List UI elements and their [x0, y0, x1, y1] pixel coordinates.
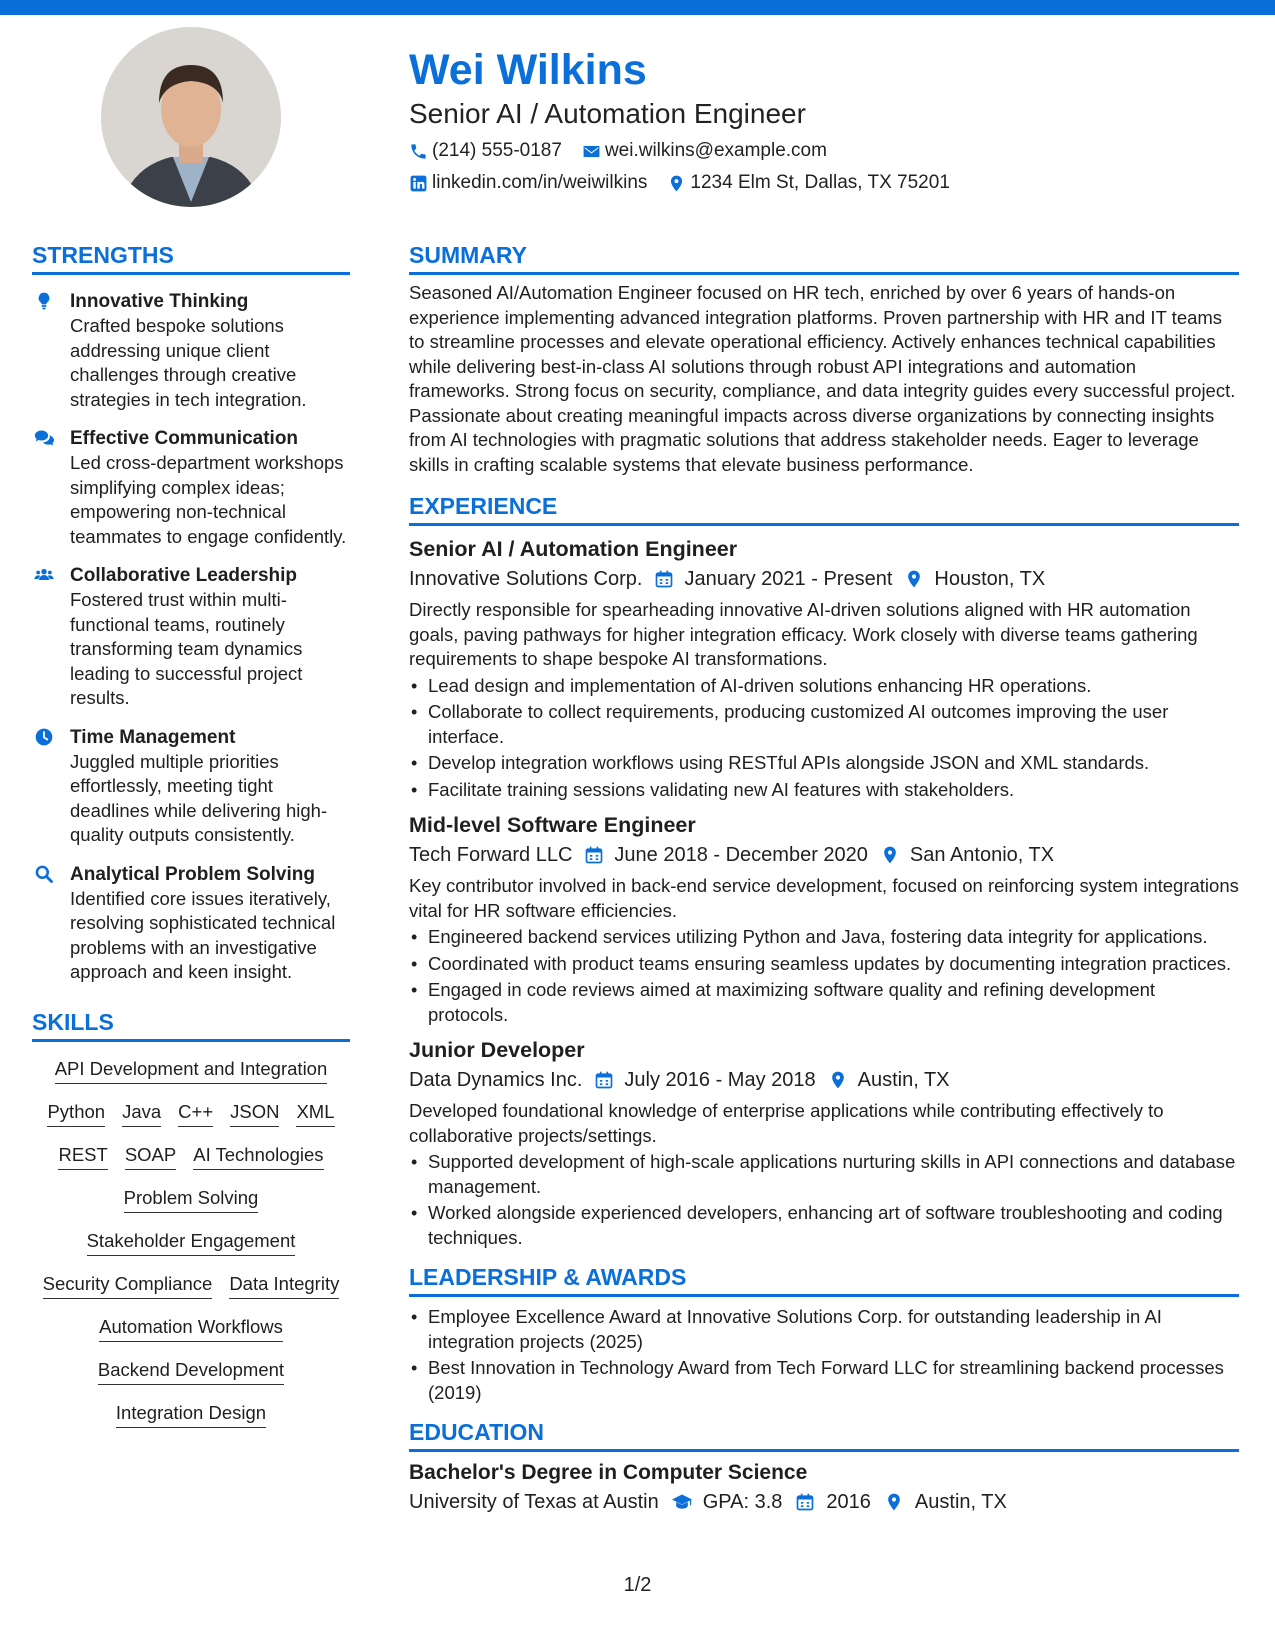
- skill-tag: Data Integrity: [229, 1271, 339, 1299]
- skills-heading: SKILLS: [32, 1007, 350, 1042]
- list-item: • Lead design and implementation of AI-driven solutions enhancing HR operations.: [409, 674, 1239, 699]
- edu-school: University of Texas at Austin: [409, 1491, 659, 1513]
- job-description: Directly responsible for spearheading innovative AI-driven solutions aligned with HR automation goals, paving pathways for higher integration efficacy. Work closely with diverse teams gathering requirements to shape bespoke AI transformations.: [409, 599, 1198, 669]
- job-bullets: [409, 925, 1239, 1027]
- job-title: Mid-level Software Engineer: [409, 813, 696, 837]
- resume-header: [409, 44, 1239, 196]
- experience-heading: EXPERIENCE: [409, 491, 1239, 526]
- leadership-heading: LEADERSHIP & AWARDS: [409, 1262, 1239, 1297]
- skill-tag: Security Compliance: [43, 1271, 213, 1299]
- list-item: • Facilitate training sessions validating new AI features with stakeholders.: [409, 778, 1239, 803]
- skills-list: [32, 1056, 350, 1443]
- strength-desc: Crafted bespoke solutions addressing unique client challenges through creative strategies in tech integration.: [70, 315, 307, 410]
- summary-heading: SUMMARY: [409, 240, 1239, 275]
- job-entry: [409, 810, 1239, 1027]
- job-dates: June 2018 - December 2020: [614, 844, 868, 866]
- page-number: 1/2: [623, 1574, 652, 1596]
- leadership-section: [409, 1262, 1239, 1405]
- strength-title: Innovative Thinking: [70, 291, 249, 312]
- list-item: • Coordinated with product teams ensuring seamless updates by documenting integration practices.: [409, 952, 1239, 977]
- edu-location: Austin, TX: [914, 1491, 1007, 1513]
- job-bullets: [409, 1150, 1239, 1250]
- skill-tag: REST: [58, 1142, 107, 1170]
- strength-item: [32, 289, 350, 412]
- edu-degree: Bachelor's Degree in Computer Science: [409, 1461, 808, 1484]
- skill-tag: Java: [122, 1099, 161, 1127]
- skill-tag: JSON: [230, 1099, 279, 1127]
- address-contact: [667, 170, 949, 196]
- calendar-icon: [654, 569, 674, 589]
- strength-desc: Juggled multiple priorities effortlessly, meeting tight deadlines while delivering high-quality outputs consistently.: [70, 750, 328, 845]
- strengths-heading: STRENGTHS: [32, 240, 350, 275]
- skill-tag: Automation Workflows: [99, 1314, 283, 1342]
- skill-tag: C++: [178, 1099, 213, 1127]
- skill-tag: XML: [296, 1099, 334, 1127]
- job-dates: July 2016 - May 2018: [624, 1069, 816, 1091]
- education-section: [409, 1417, 1239, 1516]
- skill-tag: SOAP: [125, 1142, 176, 1170]
- list-item: • Supported development of high-scale applications nurturing skills in API connections and database management.: [409, 1150, 1239, 1199]
- candidate-title: Senior AI / Automation Engineer: [409, 98, 806, 129]
- lightbulb-icon: [34, 291, 54, 311]
- address-text: 1234 Elm St, Dallas, TX 75201: [690, 172, 950, 193]
- map-pin-icon: [883, 1492, 905, 1512]
- job-bullets: [409, 674, 1239, 803]
- contact-row-2: [409, 170, 1239, 196]
- envelope-icon: [582, 142, 601, 161]
- phone-text: (214) 555-0187: [432, 140, 562, 161]
- strength-item: [32, 426, 350, 549]
- map-pin-icon: [828, 1070, 848, 1090]
- strength-desc: Identified core issues iteratively, resolving sophisticated technical problems with an investigative approach and keen insight.: [70, 887, 336, 982]
- job-location: Austin, TX: [857, 1069, 950, 1091]
- skill-tag: Python: [47, 1099, 105, 1127]
- edu-meta: [409, 1488, 1239, 1516]
- calendar-icon: [594, 1070, 614, 1090]
- candidate-name: Wei Wilkins: [409, 46, 647, 94]
- education-heading: EDUCATION: [409, 1417, 1239, 1452]
- strength-desc: Led cross-department workshops simplifying complex ideas; empowering non-technical teammates to engage confidently.: [70, 452, 347, 547]
- profile-photo: [101, 27, 281, 207]
- search-icon: [34, 864, 54, 884]
- strength-title: Effective Communication: [70, 428, 299, 449]
- strength-item: [32, 563, 350, 711]
- map-pin-icon: [667, 174, 686, 193]
- calendar-icon: [794, 1492, 816, 1512]
- phone-icon: [409, 142, 428, 161]
- email-contact[interactable]: [582, 138, 827, 164]
- job-title: Junior Developer: [409, 1038, 585, 1062]
- job-title: Senior AI / Automation Engineer: [409, 537, 738, 561]
- skill-tag: API Development and Integration: [55, 1056, 328, 1084]
- list-item: • Engaged in code reviews aimed at maximizing software quality and refining development protocols.: [409, 978, 1239, 1027]
- strength-item: [32, 862, 350, 985]
- awards-list: [409, 1305, 1239, 1405]
- calendar-icon: [584, 845, 604, 865]
- top-accent-bar: [0, 0, 1275, 15]
- left-column: [32, 240, 350, 1443]
- edu-gpa: GPA: 3.8: [702, 1491, 783, 1513]
- strength-title: Analytical Problem Solving: [70, 863, 315, 885]
- phone-contact[interactable]: [409, 138, 562, 164]
- users-icon: [34, 565, 54, 585]
- graduation-cap-icon: [671, 1492, 693, 1512]
- list-item: • Develop integration workflows using RESTful APIs alongside JSON and XML standards.: [409, 751, 1239, 776]
- comments-icon: [34, 428, 54, 448]
- linkedin-icon: [409, 174, 428, 193]
- list-item: • Engineered backend services utilizing Python and Java, fostering data integrity for applications.: [409, 925, 1239, 950]
- right-column: [409, 240, 1239, 1516]
- linkedin-contact[interactable]: [409, 170, 647, 196]
- strength-title: Collaborative Leadership: [70, 565, 298, 586]
- clock-icon: [34, 727, 54, 747]
- skill-tag: Integration Design: [116, 1400, 266, 1428]
- job-dates: January 2021 - Present: [684, 568, 893, 590]
- list-item: • Employee Excellence Award at Innovative Solutions Corp. for outstanding leadership in AI integration projects (2025): [409, 1305, 1239, 1354]
- strength-item: [32, 725, 350, 848]
- job-meta: [409, 564, 1239, 594]
- skill-tag: Backend Development: [98, 1357, 284, 1385]
- list-item: • Collaborate to collect requirements, producing customized AI outcomes improving the user interface.: [409, 700, 1239, 749]
- job-location: Houston, TX: [934, 568, 1046, 590]
- job-entry: [409, 1035, 1239, 1250]
- contact-row-1: [409, 138, 1239, 164]
- job-company: Innovative Solutions Corp.: [409, 568, 643, 590]
- linkedin-text: linkedin.com/in/weiwilkins: [432, 172, 648, 193]
- job-description: Key contributor involved in back-end service development, focused on reinforcing system integrations vital for HR software efficiencies.: [409, 875, 1239, 921]
- job-company: Tech Forward LLC: [409, 844, 573, 866]
- summary-text: Seasoned AI/Automation Engineer focused on HR tech, enriched by over 6 years of hands-on experience implementing advanced integration platforms. Proven partnership with HR and IT teams to streamline processes and elevate operational efficiency. Actively enhances technical capabilities while delivering best-in-class AI solutions through robust API integrations and automation frameworks. Strong focus on security, compliance, and data integrity guides every successful project. Passionate about creating meaningful impacts across diverse organizations by connecting insights from AI technologies with pragmatic solutions that address stakeholder needs. Eager to leverage skills in crafting scalable systems that elevate business performance.: [409, 282, 1236, 475]
- strength-desc: Fostered trust within multi-functional teams, routinely transforming team dynamics leading to successful project results.: [70, 589, 303, 708]
- list-item: • Worked alongside experienced developers, enhancing art of software troubleshooting and coding techniques.: [409, 1201, 1239, 1250]
- skill-tag: Problem Solving: [124, 1185, 259, 1213]
- edu-year: 2016: [826, 1491, 871, 1513]
- map-pin-icon: [880, 845, 900, 865]
- job-description: Developed foundational knowledge of enterprise applications while contributing effectively to collaborative projects/settings.: [409, 1100, 1164, 1146]
- job-entry: [409, 534, 1239, 802]
- skill-tag: Stakeholder Engagement: [87, 1228, 296, 1256]
- strength-title: Time Management: [70, 726, 236, 748]
- job-meta: [409, 840, 1239, 870]
- email-text: wei.wilkins@example.com: [604, 140, 827, 161]
- map-pin-icon: [904, 569, 924, 589]
- job-location: San Antonio, TX: [909, 844, 1055, 866]
- job-company: Data Dynamics Inc.: [409, 1069, 583, 1091]
- job-meta: [409, 1065, 1239, 1095]
- list-item: • Best Innovation in Technology Award from Tech Forward LLC for streamlining backend processes (2019): [409, 1356, 1239, 1405]
- skill-tag: AI Technologies: [193, 1142, 323, 1170]
